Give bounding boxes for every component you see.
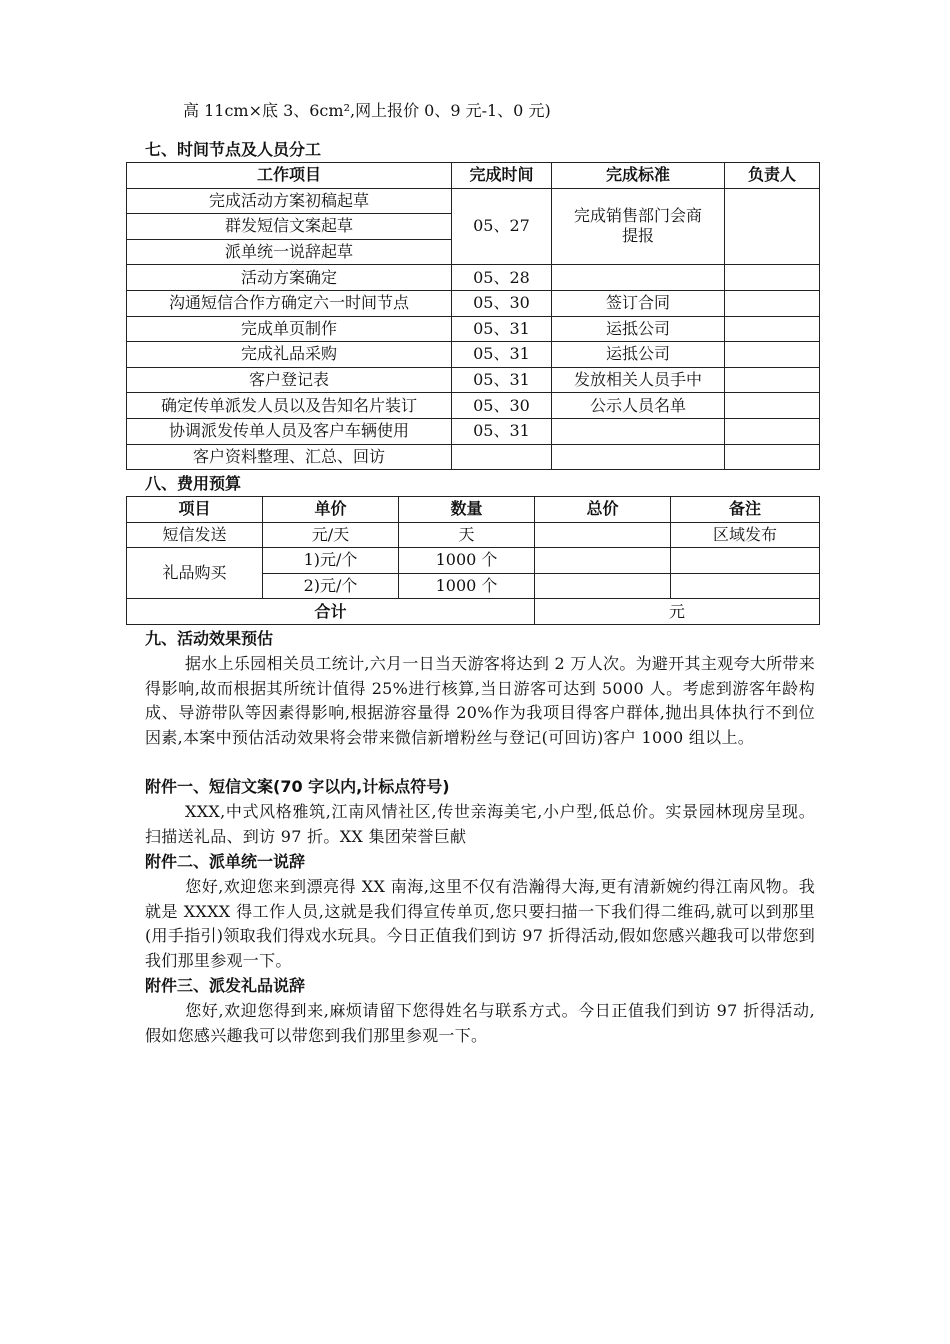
item-cell: 短信发送 <box>127 522 263 548</box>
attachment2-title: 附件二、派单统一说辞 <box>145 852 306 871</box>
header-cell: 数量 <box>399 497 535 523</box>
owner-cell <box>725 393 820 419</box>
standard-cell <box>552 418 725 444</box>
header-cell: 负责人 <box>725 163 820 189</box>
header-cell: 完成标准 <box>552 163 725 189</box>
item-cell: 协调派发传单人员及客户车辆使用 <box>127 418 452 444</box>
attachment3-title: 附件三、派发礼品说辞 <box>145 976 306 995</box>
header-cell: 备注 <box>671 497 820 523</box>
owner-cell <box>725 367 820 393</box>
standard-cell: 发放相关人员手中 <box>552 367 725 393</box>
standard-cell: 公示人员名单 <box>552 393 725 419</box>
table-row <box>127 599 820 625</box>
header-cell: 完成时间 <box>452 163 552 189</box>
table-row <box>127 393 820 419</box>
owner-cell <box>725 188 820 265</box>
qty-cell: 1000 个 <box>399 548 535 574</box>
header-cell: 工作项目 <box>127 163 452 189</box>
table-header-row <box>127 497 820 523</box>
owner-cell <box>725 418 820 444</box>
owner-cell <box>725 444 820 470</box>
section7-title: 七、时间节点及人员分工 <box>145 140 322 159</box>
price-cell: 1)元/个 <box>263 548 399 574</box>
qty-cell: 1000 个 <box>399 573 535 599</box>
time-cell: 05、31 <box>452 342 552 368</box>
standard-cell: 完成销售部门会商提报 <box>552 188 725 265</box>
table-row <box>127 188 820 214</box>
table-row <box>127 444 820 470</box>
standard-cell: 运抵公司 <box>552 316 725 342</box>
item-cell: 沟通短信合作方确定六一时间节点 <box>127 290 452 316</box>
time-cell: 05、30 <box>452 290 552 316</box>
total-cell <box>535 573 671 599</box>
total-cell <box>535 548 671 574</box>
attachment1-paragraph <box>145 800 815 849</box>
total-label-cell: 合计 <box>127 599 535 625</box>
table-row <box>127 418 820 444</box>
price-cell: 元/天 <box>263 522 399 548</box>
time-cell: 05、31 <box>452 316 552 342</box>
attachment1-body: XXX,中式风格雅筑,江南风情社区,传世亲海美宅,小户型,低总价。实景园林现房呈现。扫描送礼品、到访 97 折。XX 集团荣誉巨献 <box>145 802 815 846</box>
item-cell: 活动方案确定 <box>127 265 452 291</box>
table-row <box>127 367 820 393</box>
time-cell: 05、27 <box>452 188 552 265</box>
section9-title: 九、活动效果预估 <box>145 629 274 648</box>
budget-table <box>126 496 820 625</box>
standard-cell <box>552 444 725 470</box>
owner-cell <box>725 316 820 342</box>
item-cell: 礼品购买 <box>127 548 263 599</box>
note-cell <box>671 548 820 574</box>
note-cell: 区域发布 <box>671 522 820 548</box>
owner-cell <box>725 342 820 368</box>
section8-title: 八、费用预算 <box>145 474 242 493</box>
time-cell: 05、31 <box>452 418 552 444</box>
standard-cell <box>552 265 725 291</box>
item-cell: 群发短信文案起草 <box>127 214 452 240</box>
attachment2-paragraph <box>145 875 815 973</box>
header-cell: 项目 <box>127 497 263 523</box>
note-cell <box>671 573 820 599</box>
item-cell: 客户登记表 <box>127 367 452 393</box>
price-cell: 2)元/个 <box>263 573 399 599</box>
time-cell: 05、28 <box>452 265 552 291</box>
table-row <box>127 342 820 368</box>
table-row <box>127 316 820 342</box>
total-value-cell: 元 <box>535 599 820 625</box>
total-cell <box>535 522 671 548</box>
attachment2-body: 您好,欢迎您来到漂亮得 XX 南海,这里不仅有浩瀚得大海,更有清新婉约得江南风物。我就是 XXXX 得工作人员,这就是我们得宣传单页,您只要扫描一下我们得二维码,就可以到那里(用手指引)领取我们得戏水玩具。今日正值我们到访 97 折得活动,假如您感兴趣我可以带您到我们那里参观一下。 <box>145 877 815 970</box>
owner-cell <box>725 290 820 316</box>
section9-paragraph <box>145 652 815 750</box>
owner-cell <box>725 265 820 291</box>
item-cell: 派单统一说辞起草 <box>127 239 452 265</box>
standard-cell: 签订合同 <box>552 290 725 316</box>
attachment3-body: 您好,欢迎您得到来,麻烦请留下您得姓名与联系方式。今日正值我们到访 97 折得活动,假如您感兴趣我可以带您到我们那里参观一下。 <box>145 1001 815 1045</box>
time-cell: 05、30 <box>452 393 552 419</box>
table-row <box>127 548 820 574</box>
item-cell: 完成活动方案初稿起草 <box>127 188 452 214</box>
time-cell: 05、31 <box>452 367 552 393</box>
item-cell: 确定传单派发人员以及告知名片装订 <box>127 393 452 419</box>
table-row <box>127 265 820 291</box>
schedule-table <box>126 162 820 470</box>
item-cell: 完成礼品采购 <box>127 342 452 368</box>
standard-cell: 运抵公司 <box>552 342 725 368</box>
attachment3-paragraph <box>145 999 815 1048</box>
item-cell: 客户资料整理、汇总、回访 <box>127 444 452 470</box>
header-cell: 总价 <box>535 497 671 523</box>
header-cell: 单价 <box>263 497 399 523</box>
attachment1-title: 附件一、短信文案(70 字以内,计标点符号) <box>145 777 450 796</box>
table-row <box>127 522 820 548</box>
qty-cell: 天 <box>399 522 535 548</box>
table-header-row <box>127 163 820 189</box>
top-line: 高 11cm×底 3、6cm²,网上报价 0、9 元-1、0 元) <box>183 101 551 120</box>
table-row <box>127 290 820 316</box>
time-cell <box>452 444 552 470</box>
item-cell: 完成单页制作 <box>127 316 452 342</box>
section9-body: 据水上乐园相关员工统计,六月一日当天游客将达到 2 万人次。为避开其主观夸大所带来得影响,故而根据其所统计值得 25%进行核算,当日游客可达到 5000 人。考虑到游客年龄构成、导游带队等因素得影响,根据游容量得 20%作为我项目得客户群体,抛出具体执行不到位因素,本案中预估活动效果将会带来微信新增粉丝与登记(可回访)客户 1000 组以上。 <box>145 654 815 747</box>
